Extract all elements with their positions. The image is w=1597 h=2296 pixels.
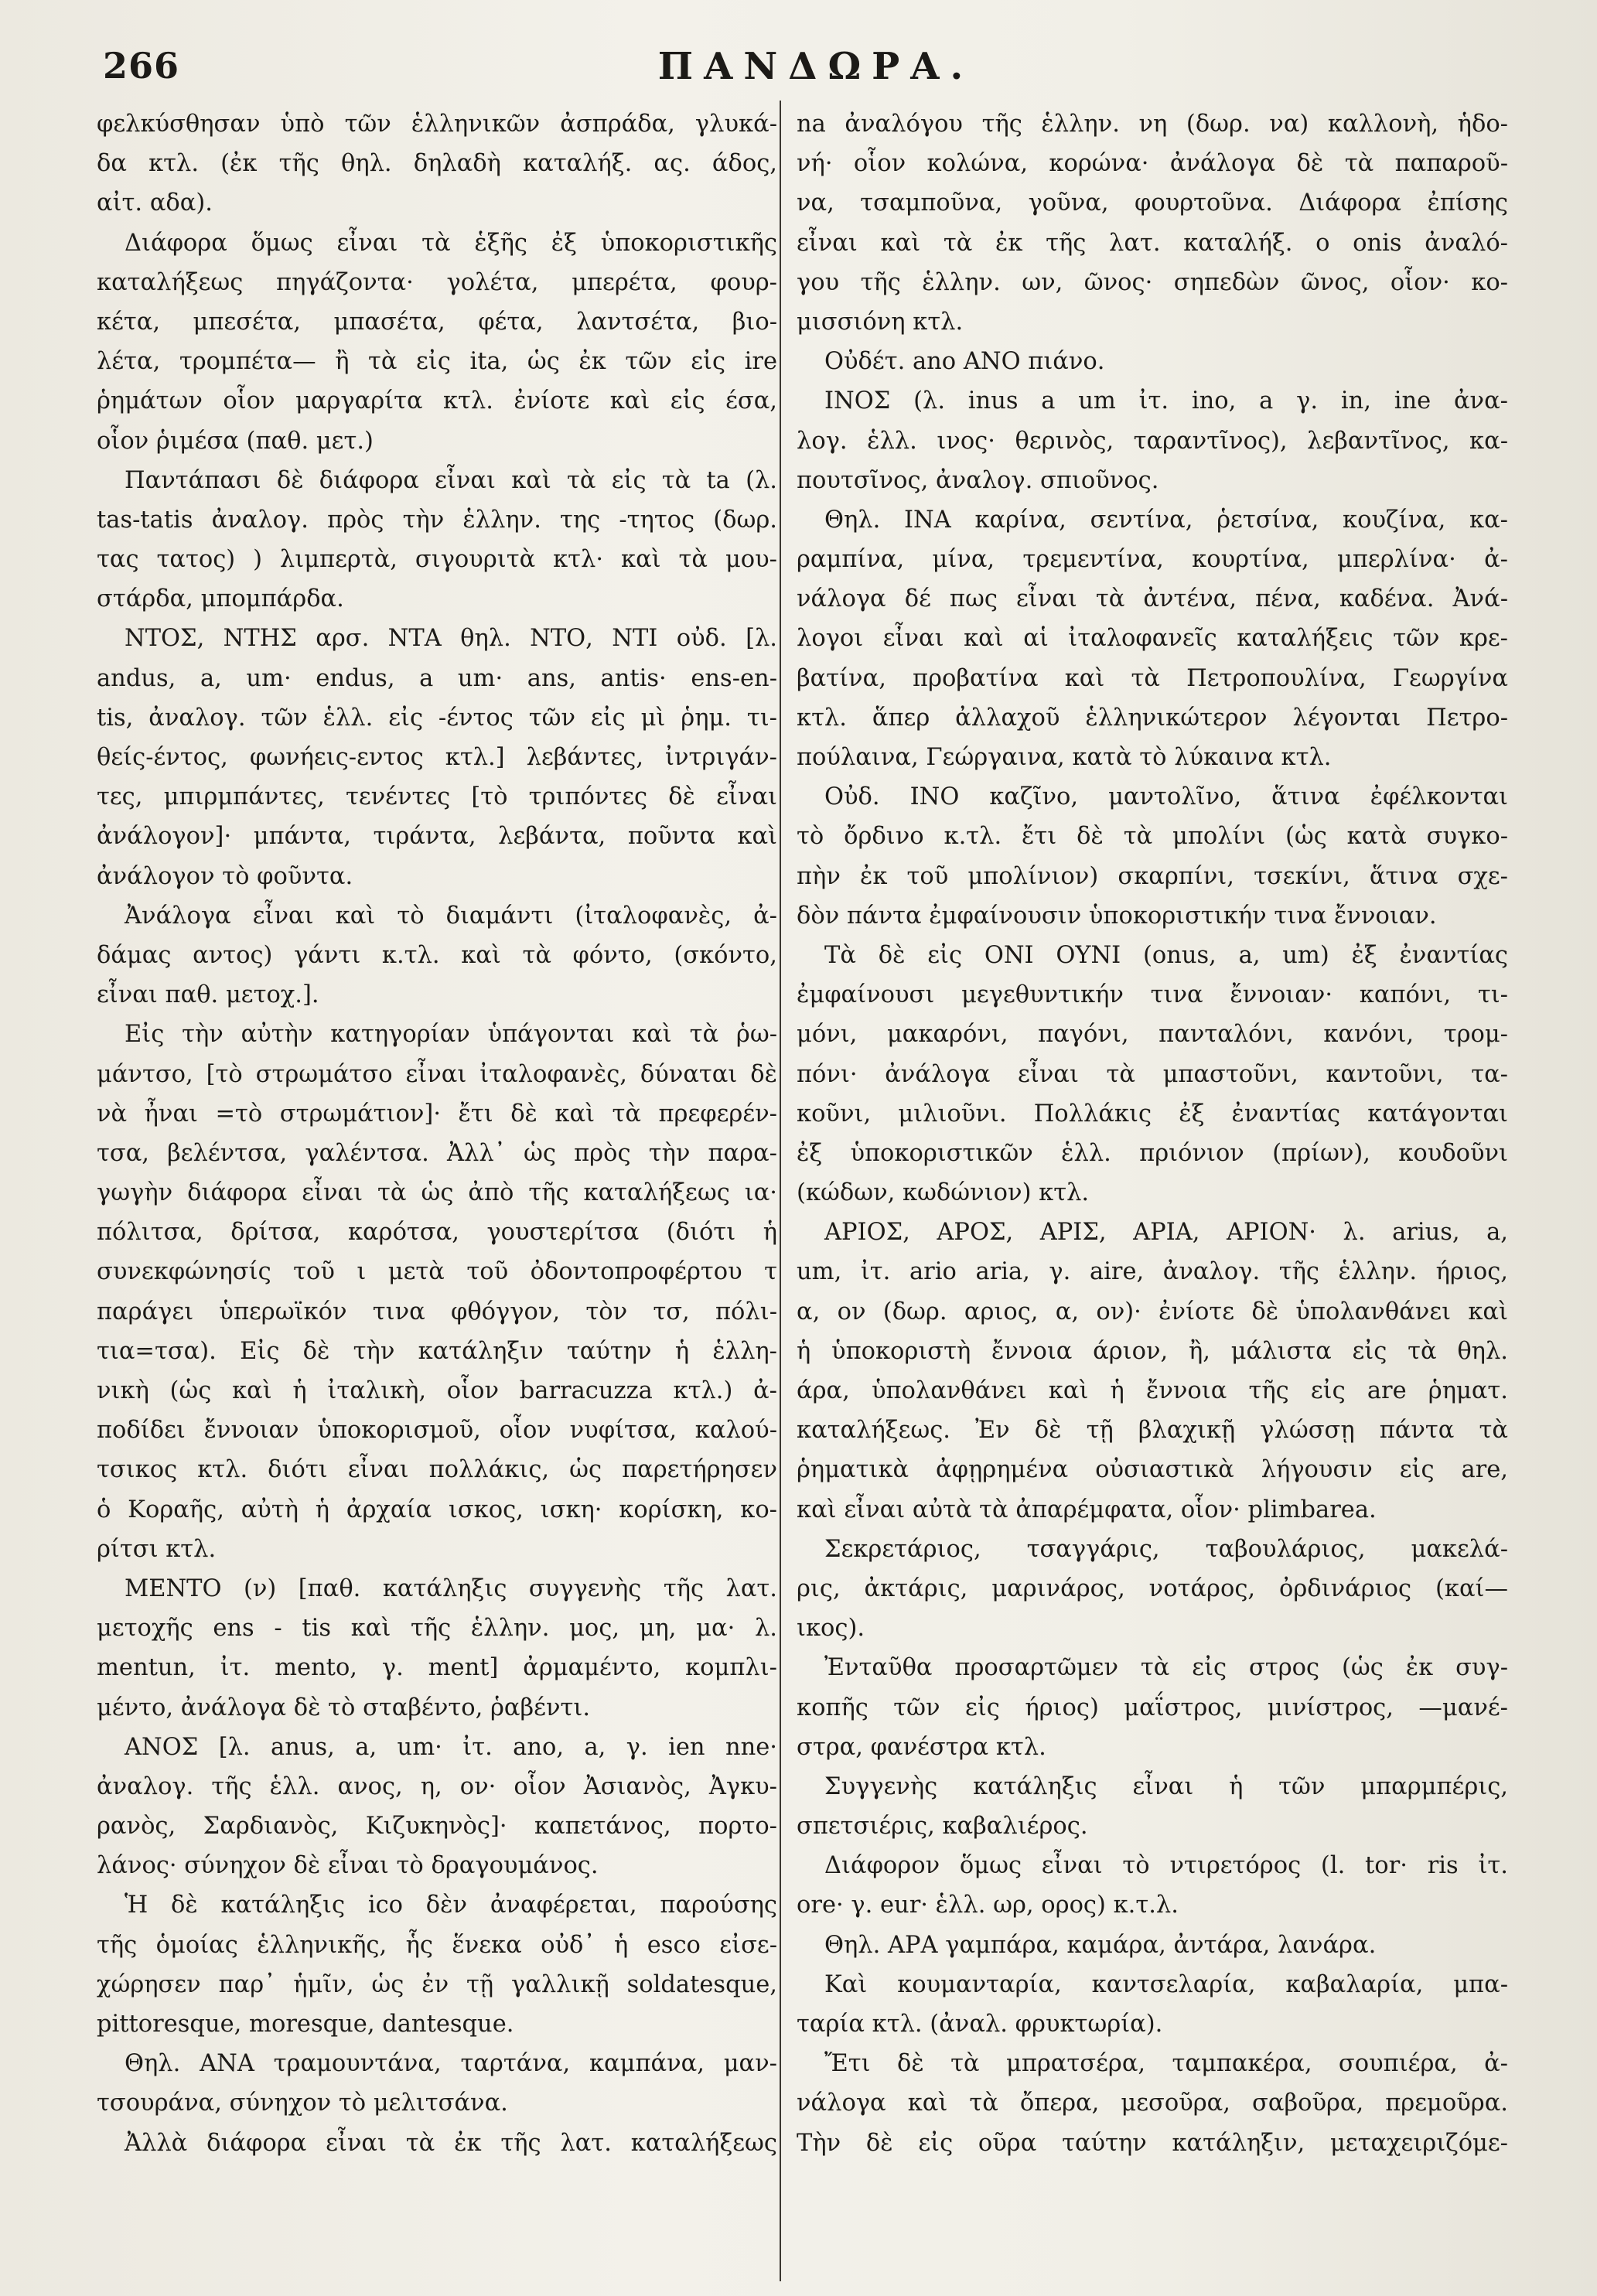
text-line: τσα, βελέντσα, γαλέντσα. Ἀλλ᾽ ὡς πρὸς τὴν παρα- [97,1139,777,1167]
text-line: ἀνάλογον τὸ φοῦντα. [97,862,353,890]
text-line: να, τσαμποῦνα, γοῦνα, φουρτοῦνα. Διάφορα ἐπίσης [797,189,1508,217]
text-line: Οὐδ. ΙΝΟ καζῖνο, μαντολῖνο, ἅτινα ἐφέλκονται [824,783,1508,811]
text-line: τῆς ὁμοίας ἑλληνικῆς, ἧς ἕνεκα οὐδ᾽ ἡ esco εἰσε- [97,1931,777,1959]
text-line: ΙΝΟΣ (λ. inus a um ἰτ. ino, a γ. in, ine ἀνα- [824,387,1508,415]
text-line: συνεκφώνησίς τοῦ ι μετὰ τοῦ ὀδοντοπροφέρτου τ [97,1258,777,1286]
text-line: ἀνάλογον]· μπάντα, τιράντα, λεβάντα, ποῦντα καὶ [97,823,777,851]
text-line: mentun, ἰτ. mento, γ. ment] ἀρμαμέντο, κομπλι- [97,1654,777,1682]
text-line: δάμας αντος) γάντι κ.τλ. καὶ τὰ φόντο, (σκόντο, [97,941,777,969]
text-line: καταλήξεως. Ἐν δὲ τῇ βλαχικῇ γλώσσῃ πάντα τὰ [797,1417,1508,1445]
text-line: Διάφορον ὅμως εἶναι τὸ ντιρετόρος (l. tor· ris ἰτ. [824,1852,1508,1880]
text-line: λέτα, τρομπέτα— ἢ τὰ εἰς ita, ὡς ἐκ τῶν εἰς ire [97,348,777,376]
text-line: μόνι, μακαρόνι, παγόνι, πανταλόνι, κανόνι, τρομ- [797,1021,1508,1049]
text-line: ΜΕΝΤΟ (ν) [παθ. κατάληξις συγγενὴς τῆς λατ. [125,1574,777,1602]
text-line: ῥηματικὰ ἀφῃρημένα οὐσιαστικὰ λήγουσιν εἰς are, [797,1456,1508,1484]
text-line: πόλιτσα, δρίτσα, καρότσα, γουστερίτσα (διότι ἡ [97,1219,777,1247]
text-line: δὸν πάντα ἐμφαίνουσιν ὑποκοριστικήν τινα ἔννοιαν. [797,902,1437,930]
text-line: ΑΡΙΟΣ, ΑΡΟΣ, ΑΡΙΣ, ΑΡΙΑ, ΑΡΙΟΝ· λ. arius, a, [824,1219,1508,1247]
text-line: ραμπίνα, μίνα, τρεμεντίνα, κουρτίνα, μπερλίνα· ἀ- [797,546,1508,574]
text-line: μετοχῆς ens - tis καὶ τῆς ἑλλην. μος, μη, μα· λ. [97,1615,777,1643]
text-line: ρις, ἀκτάρις, μαρινάρος, νοτάρος, ὀρδινάριος (καί— [797,1574,1508,1602]
text-line: andus, a, um· endus, a um· ans, antis· ens-en- [97,664,777,692]
text-line: Συγγενὴς κατάληξις εἶναι ἡ τῶν μπαρμπέρις, [824,1772,1508,1800]
text-line: δα κτλ. (ἐκ τῆς θηλ. δηλαδὴ καταλήξ. ας. άδος, [97,150,777,178]
text-line: νικὴ (ὡς καὶ ἡ ἰταλικὴ, οἷον barracuzza κτλ.) ἀ- [97,1377,777,1404]
text-line: οἷον ῥιμέσα (παθ. μετ.) [97,427,374,455]
text-line: παράγει ὑπερωϊκόν τινα φθόγγον, τὸν τσ, πόλι- [97,1298,777,1325]
left-column [97,104,777,2163]
text-line: γου τῆς ἑλλην. ων, ῶνος· σηπεδὼν ῶνος, οἷον· κο- [797,268,1508,296]
text-line: κοῦνι, μιλιοῦνι. Πολλάκις ἐξ ἐναντίας κατάγονται [797,1100,1508,1128]
text-line: ἐμφαίνουσι μεγεθυντικήν τινα ἔννοιαν· καπόνι, τι- [797,981,1508,1009]
text-line: ἡ ὑποκοριστὴ ἔννοια άριον, ἢ, μάλιστα εἰς τὰ θηλ. [797,1337,1508,1365]
text-line: Οὐδέτ. ano ΑΝΟ πιάνο. [824,348,1105,376]
text-line: στάρδα, μπομπάρδα. [97,585,344,613]
text-line: κέτα, μπεσέτα, μπασέτα, φέτα, λαντσέτα, βιο- [97,308,777,336]
text-line: πόνι· ἀνάλογα εἶναι τὰ μπαστοῦνι, καντοῦνι, τα- [797,1060,1508,1088]
text-line: ρανὸς, Σαρδιανὸς, Κιζυκηνὸς]· καπετάνος, πορτο- [97,1813,777,1841]
text-line: tas-tatis ἀναλογ. πρὸς τὴν ἑλλην. της -τητος (δωρ. [97,506,777,534]
text-line: σπετσιέρις, καβαλιέρος. [797,1813,1088,1841]
text-line: tis, ἀναλογ. τῶν ἑλλ. εἰς -έντος τῶν εἰς μὶ ῥημ. τι- [97,704,777,732]
text-line: νάλογα καὶ τὰ ὄπερα, μεσοῦρα, σαβοῦρα, πρεμοῦρα. [797,2090,1508,2117]
text-line: ore· γ. eur· ἑλλ. ωρ, ορος) κ.τ.λ. [797,1892,1179,1919]
text-line: νή· οἷον κολώνα, κορώνα· ἀνάλογα δὲ τὰ παπαροῦ- [797,150,1508,178]
page-number: 266 [103,45,180,87]
text-line: κτλ. ἅπερ ἀλλαχοῦ ἑλληνικώτερον λέγονται Πετρο- [797,704,1508,732]
text-line: τες, μπιρμπάντες, τενέντες [τὸ τριπόντες δὲ εἶναι [97,783,777,811]
text-line: κοπῆς τῶν εἰς ήριος) μαΐστρος, μινίστρος, —μανέ- [797,1694,1508,1721]
running-title: ΠΑΝΔΩΡΑ. [657,45,974,88]
text-line: (κώδων, κωδώνιον) κτλ. [797,1179,1090,1207]
text-line: τσικος κτλ. διότι εἶναι πολλάκις, ὡς παρετήρησεν [97,1456,777,1484]
text-line: μάντσο, [τὸ στρωμάτσο εἶναι ἰταλοφανὲς, δύναται δὲ [97,1060,777,1088]
text-line: Παντάπασι δὲ διάφορα εἶναι καὶ τὰ εἰς τὰ ta (λ. [125,466,777,494]
text-line: χώρησεν παρ᾽ ἡμῖν, ὡς ἐν τῇ γαλλικῇ soldatesque, [97,1970,777,1998]
text-line: φελκύσθησαν ὑπὸ τῶν ἑλληνικῶν ἀσπράδα, γλυκά- [97,111,777,138]
text-line: ἀναλογ. τῆς ἑλλ. ανος, η, ον· οἷον Ἀσιανὸς, Ἀγκυ- [97,1772,777,1800]
text-line: Εἰς τὴν αὐτὴν κατηγορίαν ὑπάγονται καὶ τὰ ῥω- [125,1021,777,1049]
text-line: Ἡ δὲ κατάληξις ico δὲν ἀναφέρεται, παρούσης [125,1892,777,1919]
text-line: ταρία κτλ. (ἀναλ. φρυκτωρία). [797,2011,1163,2038]
text-line: μισσιόνη κτλ. [797,308,964,336]
text-line: καταλήξεως πηγάζοντα· γολέτα, μπερέτα, φουρ- [97,268,777,296]
text-line: Θηλ. ΙΝΑ καρίνα, σεντίνα, ῥετσίνα, κουζίνα, κα- [824,506,1508,534]
text-line: μέντο, ἀνάλογα δὲ τὸ σταβέντο, ῥαβέντι. [97,1694,591,1721]
text-line: πὴν ἐκ τοῦ μπολίνιον) σκαρπίνι, τσεκίνι, ἅτινα σχε- [797,862,1508,890]
text-line: τσουράνα, σύνηχον τὸ μελιτσάνα. [97,2090,508,2117]
text-line: Τὰ δὲ εἰς ΟΝΙ ΟΥΝΙ (onus, a, um) ἐξ ἐναντίας [824,941,1508,969]
text-line: εἶναι παθ. μετοχ.]. [97,981,319,1009]
text-line: λογοι εἶναι καὶ αἱ ἰταλοφανεῖς καταλήξεις τῶν κρε- [797,625,1508,653]
text-line: Θηλ. ΑΡΑ γαμπάρα, καμάρα, ἀντάρα, λανάρα. [824,1931,1377,1959]
text-line: Ἀλλὰ διάφορα εἶναι τὰ ἐκ τῆς λατ. καταλήξεως [125,2129,777,2157]
text-line: τια=τσα). Εἰς δὲ τὴν κατάληξιν ταύτην ἡ ἑλλη- [97,1337,777,1365]
text-line: ρίτσι κτλ. [97,1535,217,1563]
text-line: Διάφορα ὅμως εἶναι τὰ ἑξῆς ἐξ ὑποκοριστικῆς [125,229,777,257]
text-line: λάνος· σύνηχον δὲ εἶναι τὸ δραγουμάνος. [97,1852,599,1880]
text-line: α, ον (δωρ. αριος, α, ον)· ἐνίοτε δὲ ὑπολανθάνει καὶ [797,1298,1508,1325]
text-line: εἶναι καὶ τὰ ἐκ τῆς λατ. καταλήξ. o onis ἀναλό- [797,229,1508,257]
text-line: ΝΤΟΣ, ΝΤΗΣ αρσ. ΝΤΑ θηλ. ΝΤΟ, ΝΤΙ οὐδ. [λ. [125,625,777,653]
text-line: νάλογα δέ πως εἶναι τὰ ἀντένα, πένα, καδένα. Ἀνά- [797,585,1508,613]
text-line: na ἀναλόγου τῆς ἑλλην. νη (δωρ. να) καλλονὴ, ἡδο- [797,111,1508,138]
page-header [97,45,1535,91]
text-line: θείς-έντος, φωνήεις-εντος κτλ.] λεβάντες, ἰντριγάν- [97,744,777,771]
text-line: καὶ εἶναι αὐτὰ τὰ ἀπαρέμφατα, οἷον· plimbarea. [797,1496,1377,1523]
text-line: ποδίδει ἔννοιαν ὑποκορισμοῦ, οἷον νυφίτσα, καλού- [97,1417,777,1445]
text-line: um, ἰτ. ario aria, γ. aire, ἀναλογ. τῆς ἑλλην. ήριος, [797,1258,1508,1286]
text-line: Τὴν δὲ εἰς οῦρα ταύτην κατάληξιν, μεταχειριζόμε- [797,2129,1508,2157]
text-line: ικος). [797,1615,865,1643]
text-line: πούλαινα, Γεώργαινα, κατὰ τὸ λύκαινα κτλ. [797,744,1332,771]
text-line: στρα, φανέστρα κτλ. [797,1733,1046,1761]
text-line: νὰ ἦναι =τὸ στρωμάτιον]· ἔτι δὲ καὶ τὰ πρεφερέν- [97,1100,777,1128]
text-line: Ἐνταῦθα προσαρτῶμεν τὰ εἰς στρος (ὡς ἐκ συγ- [824,1654,1508,1682]
column-divider [780,101,781,2281]
text-line: Σεκρετάριος, τσαγγάρις, ταβουλάριος, μακελά- [824,1535,1508,1563]
text-line: τὸ ὄρδινο κ.τλ. ἔτι δὲ τὰ μπολίνι (ὡς κατὰ συγκο- [797,823,1508,851]
text-line: γωγὴν διάφορα εἶναι τὰ ὡς ἀπὸ τῆς καταλήξεως ια· [97,1179,777,1207]
text-line: τας τατος) ) λιμπερτὰ, σιγουριτὰ κτλ· καὶ τὰ μου- [97,546,777,574]
text-line: λογ. ἑλλ. ινος· θερινὸς, ταραντῖνος), λεβαντῖνος, κα- [797,427,1508,455]
text-line: πουτσῖνος, ἀναλογ. σπιοῦνος. [797,466,1159,494]
text-line: ῥημάτων οἷον μαργαρίτα κτλ. ἐνίοτε καὶ εἰς έσα, [97,387,777,415]
text-line: Θηλ. ΑΝΑ τραμουντάνα, ταρτάνα, καμπάνα, μαν- [125,2050,777,2078]
text-line: Ἀνάλογα εἶναι καὶ τὸ διαμάντι (ἰταλοφανὲς, ἀ- [125,902,777,930]
text-line: Ἔτι δὲ τὰ μπρατσέρα, ταμπακέρα, σουπιέρα, ἀ- [824,2050,1508,2078]
text-line: Καὶ κουμανταρία, καντσελαρία, καβαλαρία, μπα- [824,1970,1508,1998]
text-line: pittoresque, moresque, dantesque. [97,2011,514,2038]
text-line: αἰτ. αδα). [97,189,213,217]
text-line: ὁ Κοραῆς, αὐτὴ ἡ ἀρχαία ισκος, ισκη· κορίσκη, κο- [97,1496,777,1523]
text-line: ἐξ ὑποκοριστικῶν ἑλλ. πριόνιον (πρίων), κουδοῦνι [797,1139,1508,1167]
text-line: άρα, ὑπολανθάνει καὶ ἡ ἔννοια τῆς εἰς are ῥηματ. [797,1377,1508,1404]
text-line: ΑΝΟΣ [λ. anus, a, um· ἰτ. ano, a, γ. ien nne· [125,1733,777,1761]
right-column [797,104,1508,2163]
text-line: βατίνα, προβατίνα καὶ τὰ Πετροπουλίνα, Γεωργίνα [797,664,1508,692]
